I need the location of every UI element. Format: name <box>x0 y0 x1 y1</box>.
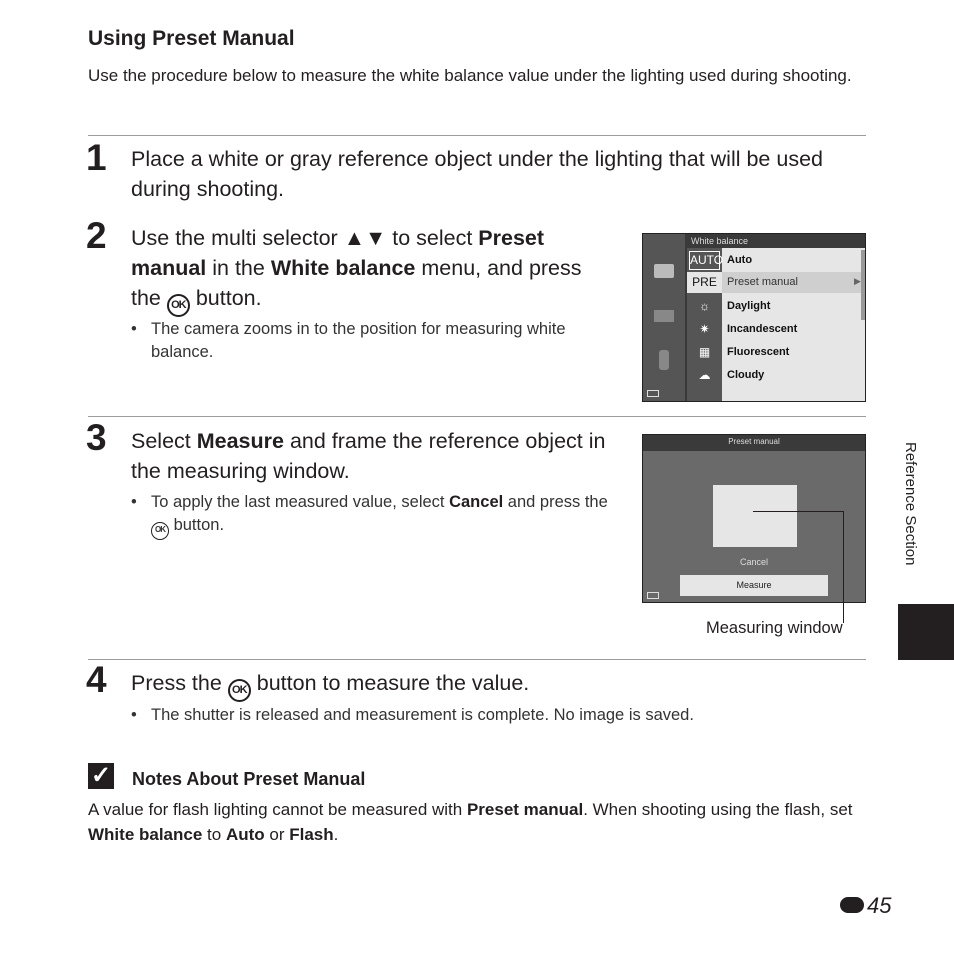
menu-item-label: Auto <box>727 254 753 266</box>
step-3-text: Select Measure and frame the reference object in the measuring window. <box>131 429 606 483</box>
step-3-number: 3 <box>86 417 107 458</box>
step-2-text: Use the multi selector ▲▼ to select Preset manual in the White balance menu, and press the OK button. <box>131 223 611 317</box>
up-down-arrows-icon: ▲▼ <box>343 226 387 250</box>
callout-line <box>753 511 844 512</box>
step-4-number: 4 <box>86 659 107 700</box>
measure-option[interactable]: Measure <box>680 575 828 596</box>
callout-line <box>843 511 844 623</box>
menu-item-fluorescent[interactable] <box>687 342 865 363</box>
divider <box>88 659 866 660</box>
menu-item-label: Cloudy <box>727 369 765 381</box>
daylight-icon: ☼ <box>699 299 710 313</box>
screen-title: Preset manual <box>728 437 780 446</box>
divider <box>88 416 866 417</box>
movie-icon <box>654 310 674 322</box>
scrollbar[interactable] <box>861 250 865 320</box>
menu-side-panel <box>643 234 685 401</box>
wrench-icon <box>659 350 669 370</box>
ok-button-icon: OK <box>167 294 190 317</box>
auto-wb-icon: AUTO <box>689 251 720 270</box>
cloudy-icon: ☁ <box>698 368 711 382</box>
menu-item-label: Daylight <box>727 300 771 312</box>
callout-label: Measuring window <box>706 619 843 637</box>
notes-body: A value for flash lighting cannot be measured with Preset manual. When shooting using the flash, set White balance to Auto or Flash. <box>88 800 853 844</box>
ok-button-icon: OK <box>151 522 169 540</box>
cancel-option[interactable]: Cancel <box>739 557 768 567</box>
step-1-number: 1 <box>86 137 107 178</box>
menu-item-label: Incandescent <box>727 323 798 335</box>
measuring-window <box>713 485 797 547</box>
battery-icon <box>647 390 659 397</box>
side-section-label: Reference Section <box>902 442 919 566</box>
menu-item-cloudy[interactable] <box>687 365 865 386</box>
camera-icon <box>654 264 674 278</box>
step-2-number: 2 <box>86 215 107 256</box>
menu-item-preset-manual[interactable] <box>687 272 865 293</box>
fluorescent-icon: ▦ <box>698 345 711 359</box>
step-3-bullet: • To apply the last measured value, select Cancel and press the OK button. <box>131 491 611 539</box>
step-2-bullet: • The camera zooms in to the position for measuring white balance. <box>131 320 566 361</box>
page-number: 45 <box>840 893 891 919</box>
menu-item-label: Fluorescent <box>727 346 790 358</box>
incandescent-icon: ✷ <box>699 322 710 336</box>
white-balance-menu-screen <box>642 233 866 402</box>
menu-item-label: Preset manual <box>727 276 798 288</box>
step-4-text: Press the OK button to measure the value. <box>131 668 851 702</box>
step-1-text: Place a white or gray reference object under the lighting that will be used during shooting. <box>131 147 823 201</box>
section-tab <box>898 604 954 660</box>
check-note-icon: ✓ <box>88 763 114 789</box>
battery-icon <box>647 592 659 599</box>
reference-section-icon <box>840 897 864 913</box>
preset-wb-icon: PRE <box>687 272 722 293</box>
ok-button-icon: OK <box>228 679 251 702</box>
preset-manual-screen <box>642 434 866 603</box>
step-4-bullet: • The shutter is released and measurement is complete. No image is saved. <box>131 706 694 724</box>
menu-item-daylight[interactable] <box>687 296 865 317</box>
menu-title: White balance <box>691 236 749 246</box>
section-title: Using Preset Manual <box>88 27 295 50</box>
notes-title: Notes About Preset Manual <box>132 769 366 789</box>
chevron-right-icon: ▶ <box>854 276 861 286</box>
intro-text: Use the procedure below to measure the white balance value under the lighting used during shooting. <box>88 66 852 85</box>
menu-item-auto[interactable] <box>687 250 865 271</box>
divider <box>88 135 866 136</box>
menu-item-incandescent[interactable] <box>687 319 865 340</box>
